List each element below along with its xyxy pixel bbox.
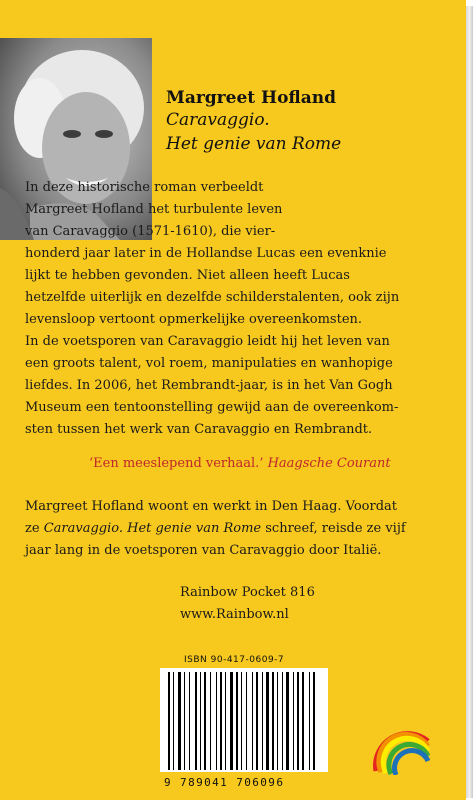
- quote-source: Haagsche Courant: [267, 456, 391, 471]
- quote-text: ‘Een meeslepend verhaal.’: [89, 456, 264, 471]
- book-title-line-1: Caravaggio.: [166, 110, 270, 130]
- blurb-line: sten tussen het werk van Caravaggio en Rembrandt.: [25, 422, 373, 437]
- bio-line: Margreet Hofland woont en werkt in Den Haag. Voordat: [25, 499, 398, 514]
- blurb-line: hetzelfde uiterlijk en dezelfde schilderstalenten, ook zijn: [25, 290, 400, 305]
- blurb-line: In deze historische roman verbeeldt: [25, 180, 264, 195]
- blurb-line: van Caravaggio (1571-1610), die vier-: [25, 224, 276, 239]
- author-name: Margreet Hofland: [166, 88, 337, 108]
- book-title-line-2: Het genie van Rome: [166, 134, 342, 154]
- rainbow-logo-icon: [372, 725, 432, 779]
- author-bio: [25, 496, 406, 561]
- blurb-line: In de voetsporen van Caravaggio leidt hij het leven van: [25, 334, 390, 349]
- blurb-line: Museum een tentoonstelling gewijd aan de overeenkom-: [25, 400, 399, 415]
- blurb-line: honderd jaar later in de Hollandse Lucas een evenknie: [25, 246, 387, 261]
- bio-title: Caravaggio.: [43, 520, 123, 536]
- ean-number: 9 789041 706096: [164, 776, 285, 789]
- blurb-line: liefdes. In 2006, het Rembrandt-jaar, is in het Van Gogh: [25, 378, 393, 393]
- page-edge: [466, 6, 473, 798]
- blurb-line: Margreet Hofland het turbulente leven: [25, 202, 283, 217]
- isbn-text: ISBN 90-417-0609-7: [184, 655, 285, 665]
- bio-line: [25, 518, 406, 540]
- bio-text: schreef, reisde ze vijf: [261, 520, 406, 536]
- bio-title: Het genie van Rome: [122, 520, 262, 536]
- publisher-website[interactable]: www.Rainbow.nl: [180, 607, 289, 622]
- press-quote: [89, 456, 391, 471]
- barcode: [160, 668, 328, 772]
- publisher-series: Rainbow Pocket 816: [180, 585, 315, 600]
- bio-text: ze: [25, 520, 44, 536]
- blurb-line: lijkt te hebben gevonden. Niet alleen heeft Lucas: [25, 268, 350, 283]
- bio-line: jaar lang in de voetsporen van Caravaggio door Italië.: [25, 542, 382, 558]
- blurb-line: levensloop vertoont opmerkelijke overeenkomsten.: [25, 312, 363, 327]
- blurb-line: een groots talent, vol roem, manipulaties en wanhopige: [25, 356, 393, 371]
